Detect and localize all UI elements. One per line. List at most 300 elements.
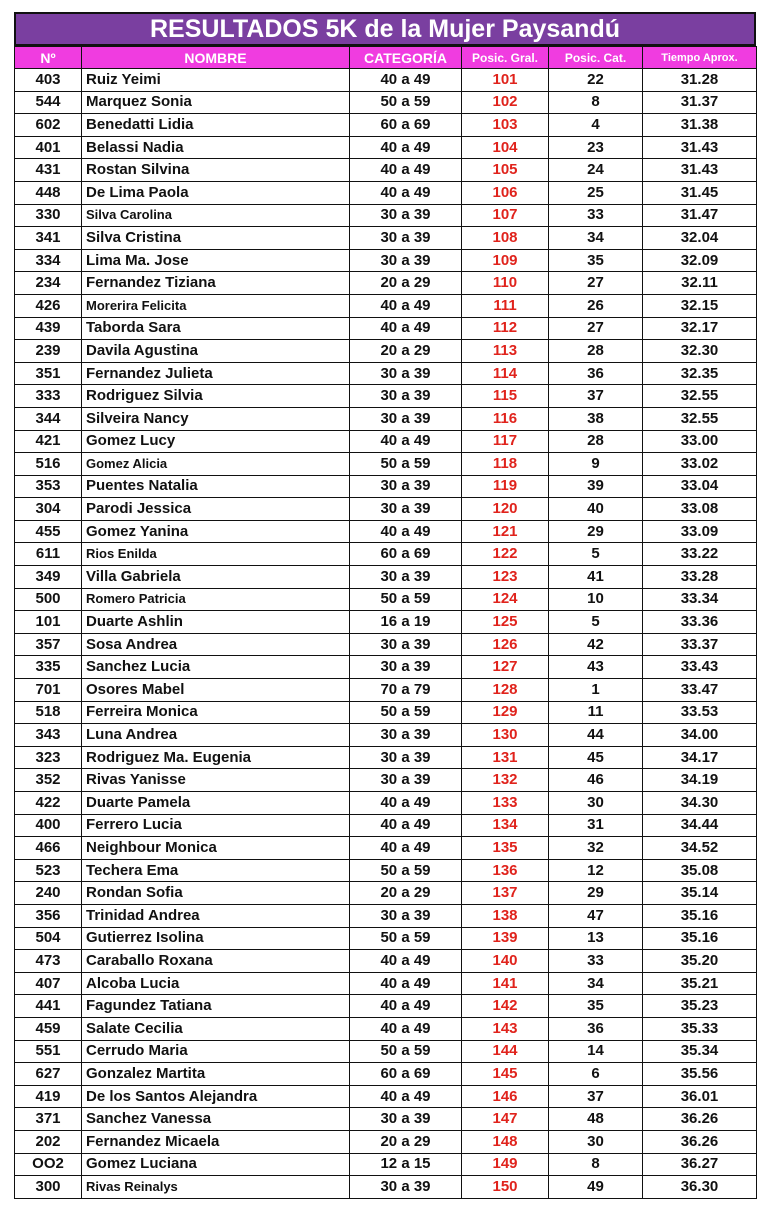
category-position-cell: 29 <box>549 520 643 543</box>
runner-name: Gonzalez Martita <box>82 1063 350 1086</box>
general-position-cell: 112 <box>462 317 549 340</box>
general-position-cell: 141 <box>462 972 549 995</box>
category-position-cell: 23 <box>549 136 643 159</box>
runner-number: 426 <box>15 294 82 317</box>
runner-name: De Lima Paola <box>82 181 350 204</box>
time-cell: 32.55 <box>643 385 757 408</box>
runner-name: Gomez Alicia <box>82 453 350 476</box>
table-row <box>15 1040 757 1063</box>
category-cell: 50 a 59 <box>350 91 462 114</box>
time-cell: 34.17 <box>643 746 757 769</box>
runner-number: 523 <box>15 859 82 882</box>
category-cell: 40 a 49 <box>350 950 462 973</box>
runner-name: Taborda Sara <box>82 317 350 340</box>
category-position-cell: 36 <box>549 362 643 385</box>
category-cell: 30 a 39 <box>350 633 462 656</box>
table-row <box>15 859 757 882</box>
runner-number: 516 <box>15 453 82 476</box>
header-category: CATEGORÍA <box>350 47 462 69</box>
runner-number: 371 <box>15 1108 82 1131</box>
general-position-cell: 104 <box>462 136 549 159</box>
time-cell: 31.43 <box>643 136 757 159</box>
category-cell: 40 a 49 <box>350 972 462 995</box>
category-cell: 30 a 39 <box>350 904 462 927</box>
category-cell: 40 a 49 <box>350 69 462 92</box>
runner-number: 473 <box>15 950 82 973</box>
category-position-cell: 29 <box>549 882 643 905</box>
runner-name: Rostan Silvina <box>82 159 350 182</box>
category-cell: 30 a 39 <box>350 1108 462 1131</box>
runner-name: Duarte Ashlin <box>82 611 350 634</box>
time-cell: 32.17 <box>643 317 757 340</box>
runner-name: Marquez Sonia <box>82 91 350 114</box>
runner-name: Rondan Sofia <box>82 882 350 905</box>
time-cell: 34.00 <box>643 724 757 747</box>
category-position-cell: 24 <box>549 159 643 182</box>
table-row <box>15 792 757 815</box>
runner-number: 455 <box>15 520 82 543</box>
general-position-cell: 124 <box>462 588 549 611</box>
category-position-cell: 28 <box>549 430 643 453</box>
table-row <box>15 611 757 634</box>
category-cell: 50 a 59 <box>350 859 462 882</box>
table-row <box>15 362 757 385</box>
time-cell: 35.56 <box>643 1063 757 1086</box>
general-position-cell: 133 <box>462 792 549 815</box>
table-row <box>15 1108 757 1131</box>
category-position-cell: 41 <box>549 566 643 589</box>
category-cell: 30 a 39 <box>350 249 462 272</box>
category-cell: 20 a 29 <box>350 882 462 905</box>
category-position-cell: 48 <box>549 1108 643 1131</box>
runner-name: Davila Agustina <box>82 340 350 363</box>
table-row <box>15 566 757 589</box>
time-cell: 36.26 <box>643 1130 757 1153</box>
time-cell: 33.08 <box>643 498 757 521</box>
runner-number: 240 <box>15 882 82 905</box>
runner-number: 441 <box>15 995 82 1018</box>
runner-name: Fernandez Micaela <box>82 1130 350 1153</box>
runner-number: OO2 <box>15 1153 82 1176</box>
table-row <box>15 1176 757 1199</box>
category-position-cell: 10 <box>549 588 643 611</box>
category-cell: 40 a 49 <box>350 520 462 543</box>
time-cell: 33.22 <box>643 543 757 566</box>
runner-number: 323 <box>15 746 82 769</box>
runner-name: Rodriguez Ma. Eugenia <box>82 746 350 769</box>
table-row <box>15 814 757 837</box>
runner-number: 439 <box>15 317 82 340</box>
table-row <box>15 950 757 973</box>
runner-number: 353 <box>15 475 82 498</box>
runner-name: Fernandez Tiziana <box>82 272 350 295</box>
general-position-cell: 135 <box>462 837 549 860</box>
table-row <box>15 679 757 702</box>
results-table <box>14 46 757 1199</box>
category-cell: 30 a 39 <box>350 362 462 385</box>
category-cell: 50 a 59 <box>350 927 462 950</box>
runner-name: Silva Carolina <box>82 204 350 227</box>
table-row <box>15 543 757 566</box>
time-cell: 33.00 <box>643 430 757 453</box>
general-position-cell: 131 <box>462 746 549 769</box>
results-body <box>15 69 757 1199</box>
runner-number: 422 <box>15 792 82 815</box>
general-position-cell: 127 <box>462 656 549 679</box>
category-cell: 40 a 49 <box>350 181 462 204</box>
table-row <box>15 317 757 340</box>
category-cell: 50 a 59 <box>350 701 462 724</box>
table-row <box>15 69 757 92</box>
time-cell: 34.52 <box>643 837 757 860</box>
runner-number: 627 <box>15 1063 82 1086</box>
category-cell: 40 a 49 <box>350 430 462 453</box>
time-cell: 34.19 <box>643 769 757 792</box>
time-cell: 33.53 <box>643 701 757 724</box>
runner-name: Neighbour Monica <box>82 837 350 860</box>
category-position-cell: 27 <box>549 317 643 340</box>
runner-number: 421 <box>15 430 82 453</box>
general-position-cell: 122 <box>462 543 549 566</box>
category-position-cell: 14 <box>549 1040 643 1063</box>
category-cell: 40 a 49 <box>350 837 462 860</box>
runner-number: 357 <box>15 633 82 656</box>
time-cell: 33.34 <box>643 588 757 611</box>
runner-name: Cerrudo Maria <box>82 1040 350 1063</box>
time-cell: 31.47 <box>643 204 757 227</box>
time-cell: 31.37 <box>643 91 757 114</box>
category-position-cell: 46 <box>549 769 643 792</box>
time-cell: 32.55 <box>643 407 757 430</box>
time-cell: 34.44 <box>643 814 757 837</box>
runner-name: Rios Enilda <box>82 543 350 566</box>
header-name: NOMBRE <box>82 47 350 69</box>
category-position-cell: 28 <box>549 340 643 363</box>
category-cell: 30 a 39 <box>350 746 462 769</box>
time-cell: 35.20 <box>643 950 757 973</box>
runner-name: Fagundez Tatiana <box>82 995 350 1018</box>
runner-name: Belassi Nadia <box>82 136 350 159</box>
time-cell: 36.30 <box>643 1176 757 1199</box>
runner-number: 349 <box>15 566 82 589</box>
header-position-category: Posic. Cat. <box>549 47 643 69</box>
category-position-cell: 42 <box>549 633 643 656</box>
table-row <box>15 995 757 1018</box>
general-position-cell: 111 <box>462 294 549 317</box>
table-row <box>15 972 757 995</box>
runner-name: Ruiz Yeimi <box>82 69 350 92</box>
table-row <box>15 159 757 182</box>
category-cell: 40 a 49 <box>350 995 462 1018</box>
general-position-cell: 148 <box>462 1130 549 1153</box>
time-cell: 32.09 <box>643 249 757 272</box>
runner-name: Silveira Nancy <box>82 407 350 430</box>
runner-number: 356 <box>15 904 82 927</box>
time-cell: 32.04 <box>643 227 757 250</box>
runner-number: 466 <box>15 837 82 860</box>
category-cell: 20 a 29 <box>350 1130 462 1153</box>
category-cell: 40 a 49 <box>350 792 462 815</box>
runner-name: Gomez Luciana <box>82 1153 350 1176</box>
runner-name: Duarte Pamela <box>82 792 350 815</box>
category-position-cell: 49 <box>549 1176 643 1199</box>
runner-name: Caraballo Roxana <box>82 950 350 973</box>
general-position-cell: 129 <box>462 701 549 724</box>
general-position-cell: 107 <box>462 204 549 227</box>
category-position-cell: 12 <box>549 859 643 882</box>
table-row <box>15 91 757 114</box>
time-cell: 32.30 <box>643 340 757 363</box>
table-row <box>15 701 757 724</box>
category-position-cell: 40 <box>549 498 643 521</box>
category-position-cell: 8 <box>549 1153 643 1176</box>
category-cell: 40 a 49 <box>350 317 462 340</box>
runner-name: Sosa Andrea <box>82 633 350 656</box>
general-position-cell: 105 <box>462 159 549 182</box>
category-position-cell: 27 <box>549 272 643 295</box>
category-position-cell: 43 <box>549 656 643 679</box>
category-cell: 30 a 39 <box>350 407 462 430</box>
table-row <box>15 724 757 747</box>
runner-number: 335 <box>15 656 82 679</box>
header-row <box>15 47 757 69</box>
table-row <box>15 1130 757 1153</box>
general-position-cell: 103 <box>462 114 549 137</box>
table-row <box>15 1017 757 1040</box>
table-row <box>15 769 757 792</box>
runner-number: 101 <box>15 611 82 634</box>
general-position-cell: 138 <box>462 904 549 927</box>
runner-name: Trinidad Andrea <box>82 904 350 927</box>
runner-number: 602 <box>15 114 82 137</box>
category-cell: 20 a 29 <box>350 272 462 295</box>
runner-number: 551 <box>15 1040 82 1063</box>
runner-number: 300 <box>15 1176 82 1199</box>
time-cell: 36.27 <box>643 1153 757 1176</box>
general-position-cell: 142 <box>462 995 549 1018</box>
table-row <box>15 520 757 543</box>
general-position-cell: 125 <box>462 611 549 634</box>
table-row <box>15 340 757 363</box>
category-cell: 40 a 49 <box>350 159 462 182</box>
category-position-cell: 8 <box>549 91 643 114</box>
runner-name: Sanchez Vanessa <box>82 1108 350 1131</box>
runner-number: 344 <box>15 407 82 430</box>
general-position-cell: 101 <box>462 69 549 92</box>
time-cell: 36.26 <box>643 1108 757 1131</box>
table-row <box>15 837 757 860</box>
time-cell: 33.37 <box>643 633 757 656</box>
time-cell: 35.21 <box>643 972 757 995</box>
time-cell: 33.28 <box>643 566 757 589</box>
table-row <box>15 633 757 656</box>
category-cell: 70 a 79 <box>350 679 462 702</box>
page-title: RESULTADOS 5K de la Mujer Paysandú <box>14 12 756 46</box>
category-position-cell: 35 <box>549 995 643 1018</box>
runner-number: 419 <box>15 1085 82 1108</box>
runner-number: 611 <box>15 543 82 566</box>
category-position-cell: 13 <box>549 927 643 950</box>
time-cell: 35.14 <box>643 882 757 905</box>
time-cell: 32.35 <box>643 362 757 385</box>
general-position-cell: 130 <box>462 724 549 747</box>
runner-name: Ferrero Lucia <box>82 814 350 837</box>
general-position-cell: 113 <box>462 340 549 363</box>
table-row <box>15 227 757 250</box>
category-cell: 30 a 39 <box>350 769 462 792</box>
table-row <box>15 904 757 927</box>
runner-name: De los Santos Alejandra <box>82 1085 350 1108</box>
table-row <box>15 114 757 137</box>
category-position-cell: 34 <box>549 972 643 995</box>
runner-name: Lima Ma. Jose <box>82 249 350 272</box>
runner-number: 504 <box>15 927 82 950</box>
category-cell: 40 a 49 <box>350 136 462 159</box>
runner-number: 448 <box>15 181 82 204</box>
category-cell: 50 a 59 <box>350 588 462 611</box>
runner-name: Silva Cristina <box>82 227 350 250</box>
table-row <box>15 498 757 521</box>
time-cell: 32.11 <box>643 272 757 295</box>
category-cell: 50 a 59 <box>350 1040 462 1063</box>
general-position-cell: 118 <box>462 453 549 476</box>
general-position-cell: 110 <box>462 272 549 295</box>
runner-name: Benedatti Lidia <box>82 114 350 137</box>
runner-name: Rivas Reinalys <box>82 1176 350 1199</box>
table-row <box>15 746 757 769</box>
table-row <box>15 656 757 679</box>
category-cell: 40 a 49 <box>350 1085 462 1108</box>
category-cell: 16 a 19 <box>350 611 462 634</box>
category-position-cell: 47 <box>549 904 643 927</box>
general-position-cell: 119 <box>462 475 549 498</box>
runner-name: Rodriguez Silvia <box>82 385 350 408</box>
table-row <box>15 249 757 272</box>
runner-name: Rivas Yanisse <box>82 769 350 792</box>
runner-name: Parodi Jessica <box>82 498 350 521</box>
general-position-cell: 116 <box>462 407 549 430</box>
category-cell: 30 a 39 <box>350 204 462 227</box>
general-position-cell: 117 <box>462 430 549 453</box>
category-position-cell: 35 <box>549 249 643 272</box>
runner-number: 351 <box>15 362 82 385</box>
time-cell: 35.16 <box>643 904 757 927</box>
table-row <box>15 272 757 295</box>
general-position-cell: 121 <box>462 520 549 543</box>
time-cell: 33.43 <box>643 656 757 679</box>
header-position-general: Posic. Gral. <box>462 47 549 69</box>
runner-number: 239 <box>15 340 82 363</box>
runner-number: 234 <box>15 272 82 295</box>
runner-name: Gomez Yanina <box>82 520 350 543</box>
category-position-cell: 44 <box>549 724 643 747</box>
category-position-cell: 36 <box>549 1017 643 1040</box>
category-position-cell: 31 <box>549 814 643 837</box>
category-cell: 12 a 15 <box>350 1153 462 1176</box>
general-position-cell: 109 <box>462 249 549 272</box>
runner-number: 401 <box>15 136 82 159</box>
runner-name: Morerira Felicita <box>82 294 350 317</box>
general-position-cell: 106 <box>462 181 549 204</box>
category-cell: 40 a 49 <box>350 814 462 837</box>
general-position-cell: 140 <box>462 950 549 973</box>
runner-number: 202 <box>15 1130 82 1153</box>
category-cell: 20 a 29 <box>350 340 462 363</box>
general-position-cell: 128 <box>462 679 549 702</box>
category-position-cell: 11 <box>549 701 643 724</box>
category-cell: 30 a 39 <box>350 475 462 498</box>
time-cell: 35.08 <box>643 859 757 882</box>
runner-name: Osores Mabel <box>82 679 350 702</box>
runner-number: 304 <box>15 498 82 521</box>
general-position-cell: 126 <box>462 633 549 656</box>
category-cell: 60 a 69 <box>350 114 462 137</box>
table-row <box>15 927 757 950</box>
table-row <box>15 430 757 453</box>
time-cell: 31.28 <box>643 69 757 92</box>
time-cell: 35.34 <box>643 1040 757 1063</box>
table-row <box>15 181 757 204</box>
time-cell: 33.02 <box>643 453 757 476</box>
category-cell: 60 a 69 <box>350 543 462 566</box>
category-position-cell: 32 <box>549 837 643 860</box>
general-position-cell: 137 <box>462 882 549 905</box>
category-cell: 30 a 39 <box>350 724 462 747</box>
runner-number: 701 <box>15 679 82 702</box>
general-position-cell: 145 <box>462 1063 549 1086</box>
runner-number: 330 <box>15 204 82 227</box>
category-position-cell: 4 <box>549 114 643 137</box>
category-cell: 30 a 39 <box>350 1176 462 1199</box>
general-position-cell: 143 <box>462 1017 549 1040</box>
runner-number: 333 <box>15 385 82 408</box>
category-position-cell: 5 <box>549 611 643 634</box>
general-position-cell: 134 <box>462 814 549 837</box>
category-position-cell: 33 <box>549 950 643 973</box>
runner-name: Gomez Lucy <box>82 430 350 453</box>
runner-number: 431 <box>15 159 82 182</box>
general-position-cell: 144 <box>462 1040 549 1063</box>
category-cell: 30 a 39 <box>350 227 462 250</box>
category-cell: 30 a 39 <box>350 385 462 408</box>
time-cell: 33.04 <box>643 475 757 498</box>
runner-name: Alcoba Lucia <box>82 972 350 995</box>
runner-name: Puentes Natalia <box>82 475 350 498</box>
category-position-cell: 33 <box>549 204 643 227</box>
category-cell: 50 a 59 <box>350 453 462 476</box>
runner-name: Villa Gabriela <box>82 566 350 589</box>
category-cell: 30 a 39 <box>350 566 462 589</box>
table-row <box>15 475 757 498</box>
table-row <box>15 1153 757 1176</box>
category-position-cell: 5 <box>549 543 643 566</box>
category-position-cell: 30 <box>549 1130 643 1153</box>
time-cell: 35.33 <box>643 1017 757 1040</box>
category-position-cell: 37 <box>549 1085 643 1108</box>
category-cell: 40 a 49 <box>350 1017 462 1040</box>
table-row <box>15 1085 757 1108</box>
category-cell: 40 a 49 <box>350 294 462 317</box>
time-cell: 33.36 <box>643 611 757 634</box>
general-position-cell: 149 <box>462 1153 549 1176</box>
time-cell: 33.47 <box>643 679 757 702</box>
category-cell: 60 a 69 <box>350 1063 462 1086</box>
results-sheet <box>14 12 756 1199</box>
general-position-cell: 139 <box>462 927 549 950</box>
category-position-cell: 9 <box>549 453 643 476</box>
runner-number: 544 <box>15 91 82 114</box>
category-position-cell: 22 <box>549 69 643 92</box>
